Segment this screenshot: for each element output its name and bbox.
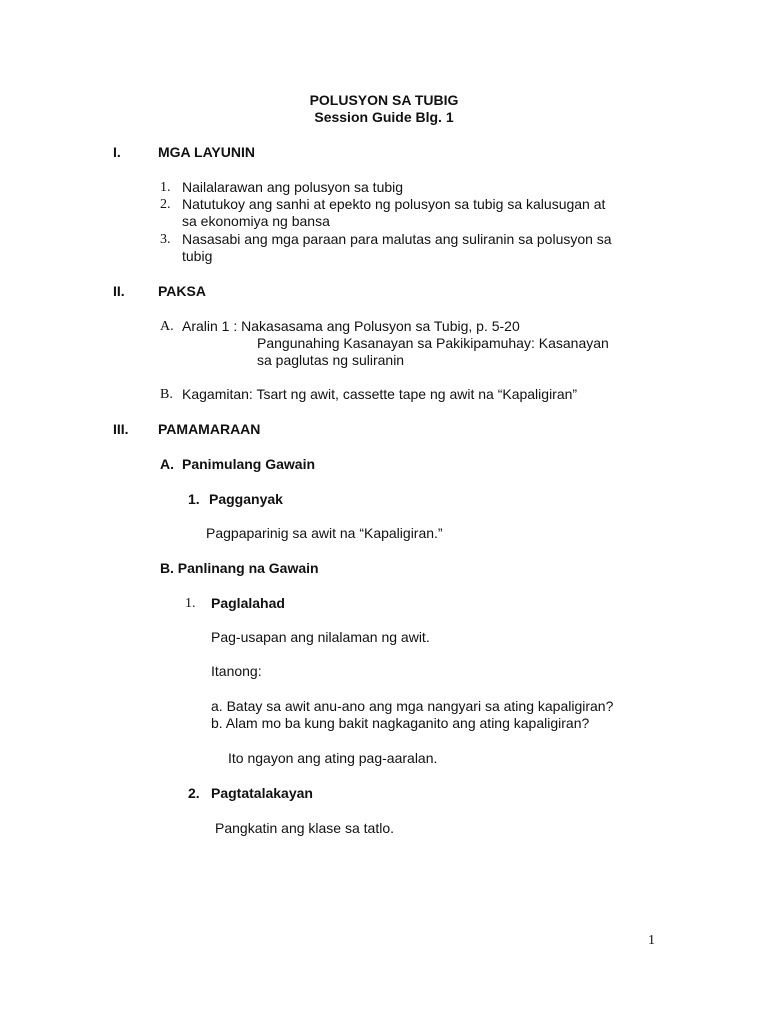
pagganyak-text: Pagpaparinig sa awit na “Kapaligiran.” [206,525,443,541]
section-3-number: III. [113,421,129,437]
question-b: b. Alam mo ba kung bakit nagkaganito ang ating kapaligiran? [211,715,590,731]
paglalahad-heading: Paglalahad [211,595,285,611]
objective-1-text: Nailalarawan ang polusyon sa tubig [182,179,404,195]
objective-1-number: 1. [160,180,171,195]
section-1-heading: MGA LAYUNIN [158,144,255,160]
topic-b-letter: B. [160,387,173,402]
pagganyak-number: 1. [188,491,200,507]
document-subtitle: Session Guide Blg. 1 [314,109,454,125]
page-number: 1 [648,933,655,948]
document-title: POLUSYON SA TUBIG [309,92,459,108]
objective-2-text-cont: sa ekonomiya ng bansa [182,213,330,229]
paglalahad-closing: Ito ngayon ang ating pag-aaralan. [228,750,438,766]
pagtatalakayan-text: Pangkatin ang klase sa tatlo. [215,820,395,836]
objective-3-text-cont: tubig [182,248,213,264]
objective-2-number: 2. [160,197,171,212]
topic-b-text: Kagamitan: Tsart ng awit, cassette tape ng awit na “Kapaligiran” [182,386,578,402]
paglalahad-number: 1. [185,596,196,611]
question-a: a. Batay sa awit anu-ano ang mga nangyari sa ating kapaligiran? [211,698,614,714]
pagtatalakayan-heading: Pagtatalakayan [211,785,313,801]
section-1-number: I. [113,144,121,160]
topic-a-text: Aralin 1 : Nakasasama ang Polusyon sa Tubig, p. 5-20 [182,318,520,334]
pagtatalakayan-number: 2. [188,785,200,801]
part-a-letter: A. [160,456,174,472]
topic-a-text-line3: sa paglutas ng suliranin [257,352,405,368]
part-b-letter: B [160,560,171,576]
paglalahad-text: Pag-usapan ang nilalaman ng awit. [211,629,430,645]
section-3-heading: PAMAMARAAN [158,421,261,437]
section-2-heading: PAKSA [158,283,206,299]
part-b-heading: . Panlinang na Gawain [170,560,319,576]
itanong-label: Itanong: [211,663,262,679]
objective-2-text: Natutukoy ang sanhi at epekto ng polusyon sa tubig sa kalusugan at [182,196,606,212]
pagganyak-heading: Pagganyak [209,491,283,507]
topic-a-text-line2: Pangunahing Kasanayan sa Pakikipamuhay: Kasanayan [257,335,609,351]
objective-3-number: 3. [160,232,171,247]
section-2-number: II. [113,283,125,299]
topic-a-letter: A. [160,319,174,334]
objective-3-text: Nasasabi ang mga paraan para malutas ang suliranin sa polusyon sa [182,231,612,247]
part-a-heading: Panimulang Gawain [182,456,316,472]
